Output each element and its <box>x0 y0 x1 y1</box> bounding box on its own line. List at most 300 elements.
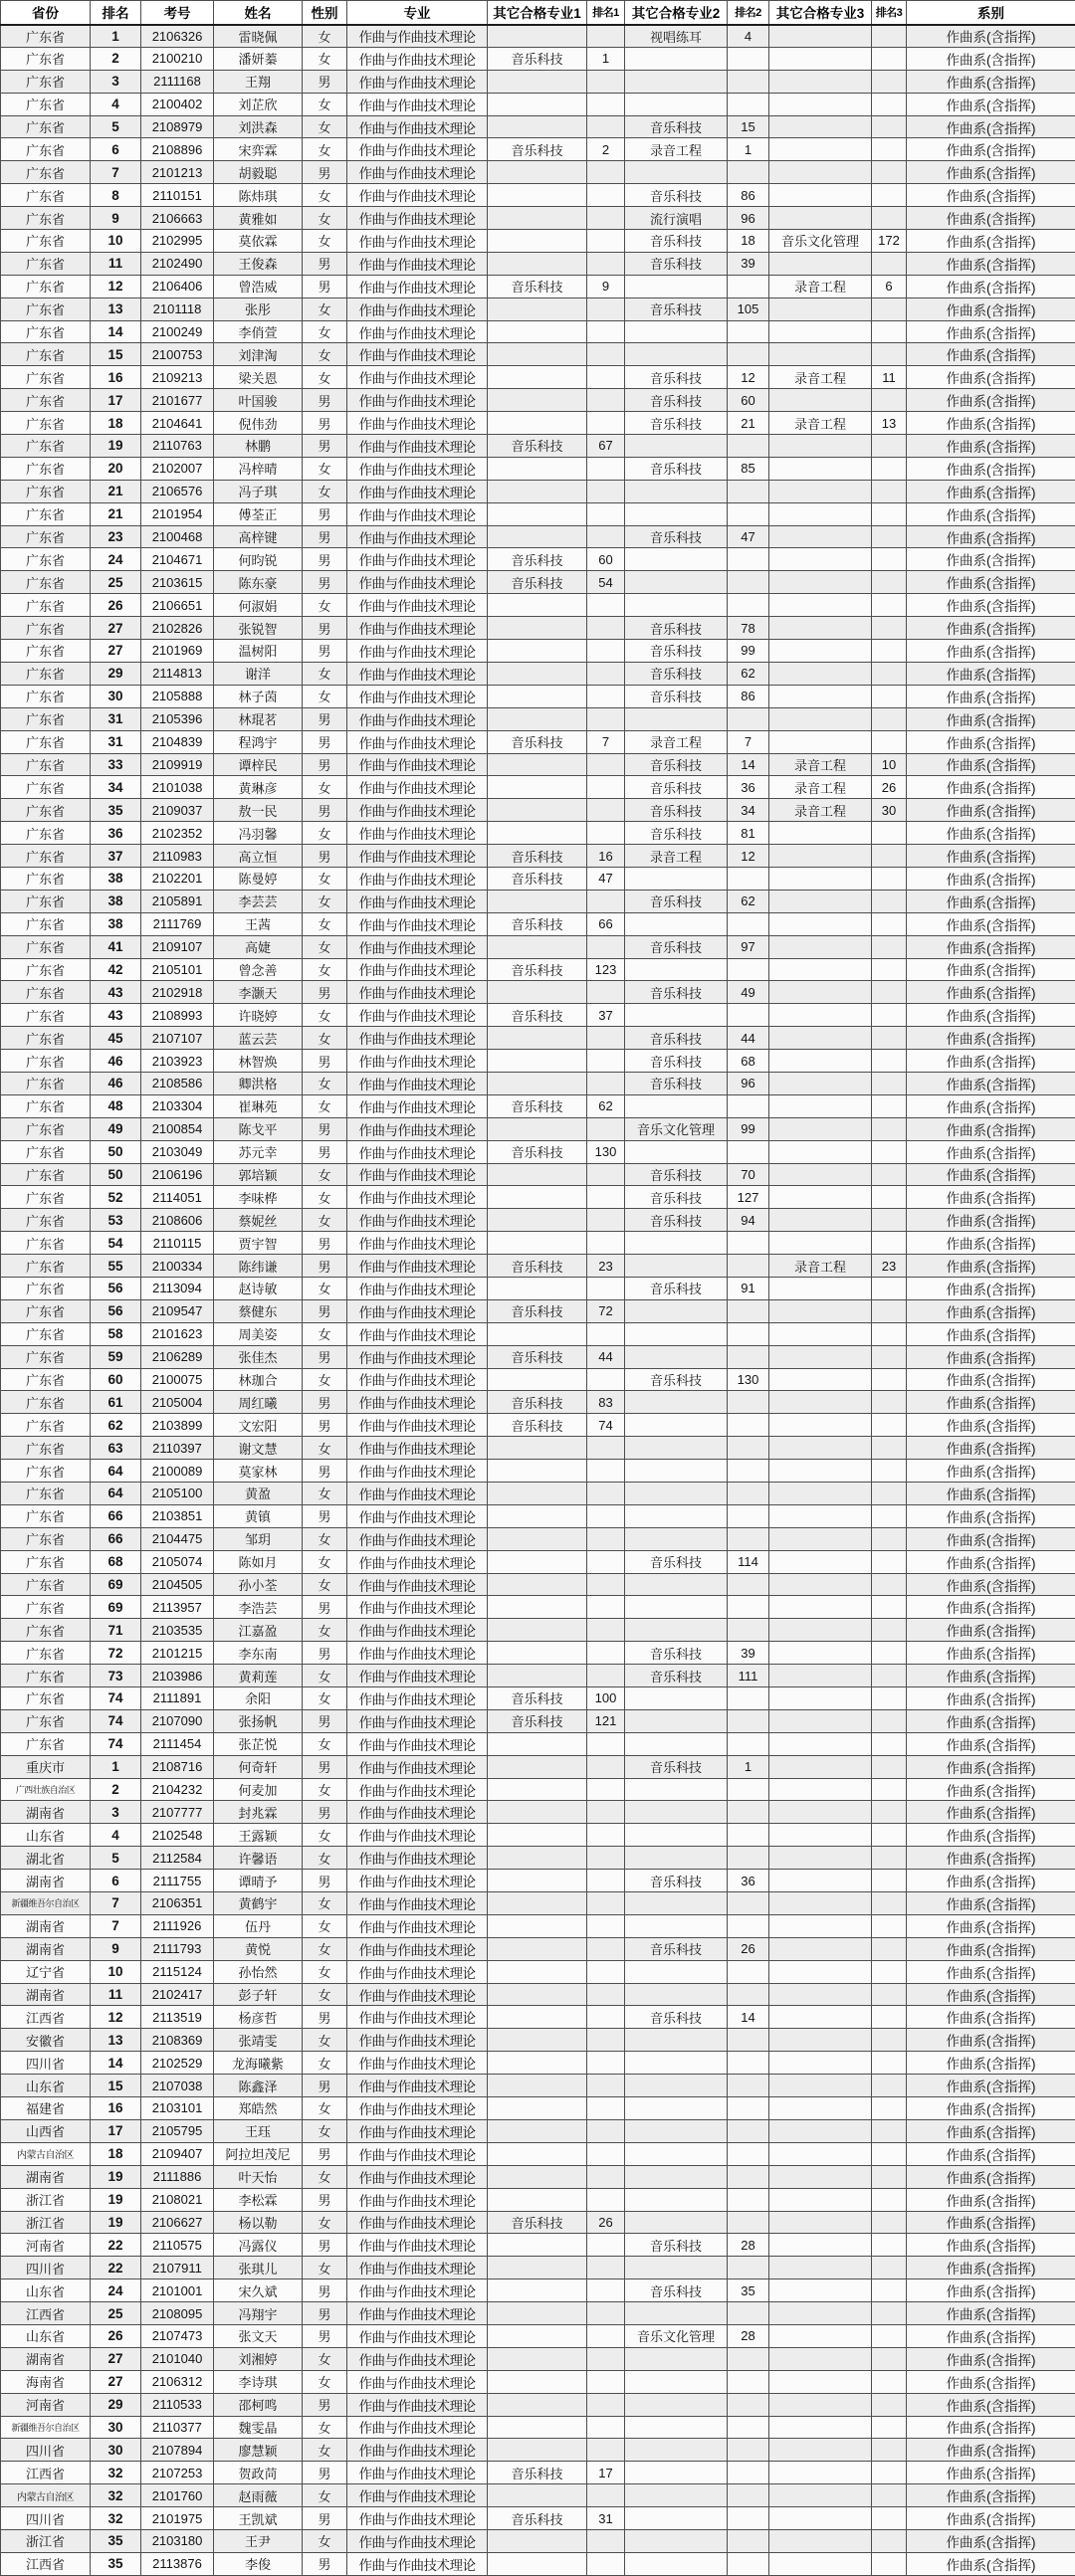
cell-rank-3 <box>872 2029 907 2052</box>
cell-rank-1 <box>587 1163 625 1186</box>
table-body <box>1 25 1075 2576</box>
cell-other-major-3 <box>769 912 872 935</box>
cell-rank-3 <box>872 1619 907 1642</box>
cell-other-major-2: 音乐科技 <box>625 1209 728 1232</box>
cell-other-major-1 <box>488 662 587 685</box>
cell-other-major-1 <box>488 2006 587 2029</box>
cell-other-major-3 <box>769 525 872 548</box>
cell-rank: 73 <box>91 1665 141 1687</box>
cell-name: 陈纬谦 <box>214 1255 303 1278</box>
table-row <box>1 343 1075 366</box>
cell-department: 作曲系(含指挥) <box>907 753 1075 776</box>
cell-other-major-1 <box>488 2234 587 2257</box>
cell-rank: 11 <box>91 1983 141 2006</box>
cell-other-major-1: 音乐科技 <box>488 47 587 70</box>
cell-gender: 男 <box>303 1299 347 1322</box>
cell-other-major-3 <box>769 958 872 981</box>
cell-name: 陈如月 <box>214 1550 303 1573</box>
cell-rank-3 <box>872 1232 907 1255</box>
cell-department: 作曲系(含指挥) <box>907 1755 1075 1778</box>
cell-rank-3 <box>872 480 907 502</box>
cell-other-major-2 <box>625 435 728 458</box>
cell-rank-3 <box>872 548 907 571</box>
cell-exam-no: 2105100 <box>141 1483 214 1505</box>
cell-rank: 64 <box>91 1460 141 1483</box>
cell-rank-2 <box>728 2211 769 2234</box>
cell-rank-3 <box>872 2119 907 2142</box>
cell-rank: 34 <box>91 776 141 799</box>
cell-other-major-1 <box>488 25 587 48</box>
cell-exam-no: 2105795 <box>141 2119 214 2142</box>
cell-rank-1: 54 <box>587 571 625 594</box>
cell-rank-2: 12 <box>728 366 769 389</box>
cell-major: 作曲与作曲技术理论 <box>347 2370 488 2393</box>
cell-other-major-2 <box>625 480 728 502</box>
cell-major: 作曲与作曲技术理论 <box>347 1004 488 1027</box>
cell-other-major-1 <box>488 480 587 502</box>
cell-rank-3 <box>872 207 907 230</box>
cell-major: 作曲与作曲技术理论 <box>347 685 488 707</box>
cell-other-major-2 <box>625 275 728 297</box>
cell-other-major-3 <box>769 1117 872 1140</box>
cell-rank-2 <box>728 2257 769 2279</box>
cell-name: 郑皓然 <box>214 2097 303 2120</box>
cell-province: 广东省 <box>1 867 91 890</box>
cell-rank-3 <box>872 640 907 663</box>
cell-name: 周红曦 <box>214 1391 303 1414</box>
cell-department: 作曲系(含指挥) <box>907 435 1075 458</box>
cell-gender: 女 <box>303 2529 347 2552</box>
cell-province: 广东省 <box>1 1299 91 1322</box>
cell-rank-1 <box>587 366 625 389</box>
cell-rank-1 <box>587 1368 625 1391</box>
cell-rank-2 <box>728 1004 769 1027</box>
cell-other-major-1 <box>488 2439 587 2462</box>
cell-rank-3 <box>872 2211 907 2234</box>
cell-rank-1: 62 <box>587 1094 625 1117</box>
cell-other-major-3 <box>769 502 872 525</box>
cell-other-major-1 <box>488 1504 587 1527</box>
header-department: 系别 <box>907 1 1075 25</box>
cell-major: 作曲与作曲技术理论 <box>347 1027 488 1050</box>
cell-gender: 女 <box>303 480 347 502</box>
cell-exam-no: 2101677 <box>141 389 214 412</box>
cell-exam-no: 2107777 <box>141 1801 214 1824</box>
cell-rank-3 <box>872 912 907 935</box>
cell-other-major-2 <box>625 867 728 890</box>
cell-exam-no: 2109547 <box>141 1299 214 1322</box>
cell-rank: 14 <box>91 320 141 343</box>
cell-rank: 3 <box>91 1801 141 1824</box>
cell-rank-1: 1 <box>587 47 625 70</box>
cell-other-major-3 <box>769 548 872 571</box>
cell-department: 作曲系(含指挥) <box>907 1460 1075 1483</box>
cell-rank-2 <box>728 571 769 594</box>
cell-other-major-2: 音乐科技 <box>625 115 728 138</box>
cell-department: 作曲系(含指挥) <box>907 935 1075 958</box>
cell-province: 内蒙古自治区 <box>1 2484 91 2507</box>
cell-exam-no: 2107253 <box>141 2462 214 2484</box>
table-row <box>1 1778 1075 1801</box>
cell-department: 作曲系(含指挥) <box>907 1345 1075 1368</box>
table-row <box>1 1163 1075 1186</box>
cell-rank: 72 <box>91 1642 141 1665</box>
cell-gender: 女 <box>303 2119 347 2142</box>
cell-other-major-3 <box>769 1937 872 1960</box>
cell-gender: 男 <box>303 1117 347 1140</box>
cell-department: 作曲系(含指挥) <box>907 2324 1075 2347</box>
cell-major: 作曲与作曲技术理论 <box>347 571 488 594</box>
cell-other-major-1 <box>488 685 587 707</box>
cell-other-major-1 <box>488 1117 587 1140</box>
cell-rank-1: 67 <box>587 435 625 458</box>
cell-rank-1: 37 <box>587 1004 625 1027</box>
cell-name: 叶国骏 <box>214 389 303 412</box>
table-row <box>1 25 1075 48</box>
cell-department: 作曲系(含指挥) <box>907 1573 1075 1596</box>
cell-other-major-2: 音乐科技 <box>625 822 728 845</box>
cell-rank-3 <box>872 1732 907 1755</box>
cell-other-major-1 <box>488 1209 587 1232</box>
cell-rank-1 <box>587 2097 625 2120</box>
cell-exam-no: 2110377 <box>141 2416 214 2439</box>
cell-name: 许馨语 <box>214 1847 303 1870</box>
cell-exam-no: 2110575 <box>141 2234 214 2257</box>
cell-other-major-1 <box>488 1914 587 1937</box>
cell-department: 作曲系(含指挥) <box>907 1004 1075 1027</box>
cell-rank-3 <box>872 1027 907 1050</box>
cell-gender: 女 <box>303 890 347 912</box>
cell-exam-no: 2104475 <box>141 1527 214 1550</box>
cell-other-major-3 <box>769 2234 872 2257</box>
cell-exam-no: 2101213 <box>141 161 214 184</box>
cell-exam-no: 2106651 <box>141 594 214 617</box>
cell-province: 广东省 <box>1 1117 91 1140</box>
cell-other-major-2 <box>625 2188 728 2211</box>
cell-rank-3 <box>872 1892 907 1915</box>
cell-other-major-1: 音乐科技 <box>488 138 587 161</box>
cell-major: 作曲与作曲技术理论 <box>347 1709 488 1732</box>
cell-major: 作曲与作曲技术理论 <box>347 867 488 890</box>
cell-rank-3 <box>872 2552 907 2575</box>
cell-gender: 男 <box>303 1504 347 1527</box>
cell-major: 作曲与作曲技术理论 <box>347 1801 488 1824</box>
cell-department: 作曲系(含指挥) <box>907 1391 1075 1414</box>
cell-other-major-1 <box>488 2484 587 2507</box>
table-row <box>1 2462 1075 2484</box>
table-row <box>1 707 1075 730</box>
cell-name: 苏元幸 <box>214 1140 303 1163</box>
cell-gender: 女 <box>303 822 347 845</box>
cell-rank-3 <box>872 252 907 275</box>
cell-rank-3 <box>872 1778 907 1801</box>
cell-exam-no: 2106326 <box>141 25 214 48</box>
cell-province: 广东省 <box>1 1573 91 1596</box>
cell-other-major-1 <box>488 707 587 730</box>
cell-gender: 男 <box>303 435 347 458</box>
cell-other-major-1 <box>488 1573 587 1596</box>
cell-major: 作曲与作曲技术理论 <box>347 457 488 480</box>
cell-gender: 男 <box>303 707 347 730</box>
table-row <box>1 685 1075 707</box>
cell-province: 河南省 <box>1 2393 91 2416</box>
cell-name: 张琪儿 <box>214 2257 303 2279</box>
cell-name: 李味桦 <box>214 1186 303 1209</box>
cell-other-major-2: 音乐科技 <box>625 457 728 480</box>
cell-other-major-1: 音乐科技 <box>488 1140 587 1163</box>
cell-other-major-3 <box>769 1892 872 1915</box>
cell-exam-no: 2100075 <box>141 1368 214 1391</box>
cell-rank-1: 23 <box>587 1255 625 1278</box>
table-row <box>1 1027 1075 1050</box>
table-row <box>1 1937 1075 1960</box>
table-row <box>1 207 1075 230</box>
cell-exam-no: 2108021 <box>141 2188 214 2211</box>
cell-rank: 19 <box>91 2188 141 2211</box>
cell-province: 广东省 <box>1 753 91 776</box>
cell-name: 王珏 <box>214 2119 303 2142</box>
cell-department: 作曲系(含指挥) <box>907 115 1075 138</box>
cell-rank: 27 <box>91 2347 141 2370</box>
cell-province: 广东省 <box>1 776 91 799</box>
cell-gender: 女 <box>303 2211 347 2234</box>
cell-exam-no: 2110763 <box>141 435 214 458</box>
cell-rank: 29 <box>91 2393 141 2416</box>
cell-other-major-2: 音乐科技 <box>625 890 728 912</box>
cell-gender: 女 <box>303 1437 347 1460</box>
cell-rank-1 <box>587 1460 625 1483</box>
cell-department: 作曲系(含指挥) <box>907 1870 1075 1892</box>
cell-rank-3: 26 <box>872 776 907 799</box>
cell-other-major-1 <box>488 161 587 184</box>
cell-other-major-2 <box>625 1345 728 1368</box>
cell-major: 作曲与作曲技术理论 <box>347 2302 488 2325</box>
cell-exam-no: 2101954 <box>141 502 214 525</box>
cell-department: 作曲系(含指挥) <box>907 1186 1075 1209</box>
cell-major: 作曲与作曲技术理论 <box>347 2484 488 2507</box>
cell-other-major-3 <box>769 890 872 912</box>
cell-province: 广东省 <box>1 730 91 753</box>
cell-major: 作曲与作曲技术理论 <box>347 1072 488 1094</box>
table-row <box>1 2006 1075 2029</box>
cell-exam-no: 2102548 <box>141 1824 214 1847</box>
cell-other-major-1 <box>488 1232 587 1255</box>
cell-gender: 女 <box>303 1186 347 1209</box>
cell-other-major-3 <box>769 1732 872 1755</box>
cell-other-major-3 <box>769 1027 872 1050</box>
cell-major: 作曲与作曲技术理论 <box>347 2097 488 2120</box>
cell-exam-no: 2100468 <box>141 525 214 548</box>
cell-gender: 女 <box>303 1277 347 1299</box>
cell-province: 广东省 <box>1 981 91 1004</box>
cell-rank: 12 <box>91 275 141 297</box>
cell-exam-no: 2108095 <box>141 2302 214 2325</box>
cell-other-major-2 <box>625 2097 728 2120</box>
cell-major: 作曲与作曲技术理论 <box>347 1573 488 1596</box>
cell-other-major-1 <box>488 1596 587 1619</box>
cell-rank-1 <box>587 685 625 707</box>
cell-rank-1 <box>587 2439 625 2462</box>
cell-rank-3 <box>872 1414 907 1437</box>
cell-name: 邵柯鸣 <box>214 2393 303 2416</box>
cell-gender: 男 <box>303 753 347 776</box>
cell-exam-no: 2100210 <box>141 47 214 70</box>
cell-name: 李东南 <box>214 1642 303 1665</box>
cell-department: 作曲系(含指挥) <box>907 2188 1075 2211</box>
cell-major: 作曲与作曲技术理论 <box>347 93 488 115</box>
cell-major: 作曲与作曲技术理论 <box>347 2279 488 2302</box>
cell-other-major-3 <box>769 1642 872 1665</box>
cell-other-major-1 <box>488 1755 587 1778</box>
cell-name: 邹玥 <box>214 1527 303 1550</box>
cell-rank: 45 <box>91 1027 141 1050</box>
cell-major: 作曲与作曲技术理论 <box>347 480 488 502</box>
cell-rank: 12 <box>91 2006 141 2029</box>
cell-province: 广东省 <box>1 1027 91 1050</box>
cell-province: 广东省 <box>1 207 91 230</box>
cell-rank: 27 <box>91 2370 141 2393</box>
table-row <box>1 1391 1075 1414</box>
cell-exam-no: 2105004 <box>141 1391 214 1414</box>
cell-major: 作曲与作曲技术理论 <box>347 2552 488 2575</box>
cell-other-major-2: 音乐科技 <box>625 366 728 389</box>
cell-other-major-1 <box>488 252 587 275</box>
cell-name: 孙小荃 <box>214 1573 303 1596</box>
cell-name: 李松霖 <box>214 2188 303 2211</box>
cell-rank-1 <box>587 1437 625 1460</box>
cell-other-major-2: 音乐科技 <box>625 1665 728 1687</box>
cell-other-major-1 <box>488 2529 587 2552</box>
cell-name: 卿洪格 <box>214 1072 303 1094</box>
cell-other-major-2: 音乐科技 <box>625 1642 728 1665</box>
table-row <box>1 2484 1075 2507</box>
cell-other-major-3 <box>769 730 872 753</box>
cell-other-major-1 <box>488 1960 587 1983</box>
table-row <box>1 1960 1075 1983</box>
cell-other-major-2 <box>625 1504 728 1527</box>
cell-rank: 29 <box>91 662 141 685</box>
cell-other-major-3 <box>769 1527 872 1550</box>
cell-rank: 25 <box>91 571 141 594</box>
cell-rank-1 <box>587 297 625 320</box>
cell-exam-no: 2106289 <box>141 1345 214 1368</box>
cell-rank: 35 <box>91 2552 141 2575</box>
table-row <box>1 1004 1075 1027</box>
cell-other-major-3 <box>769 320 872 343</box>
cell-rank: 63 <box>91 1437 141 1460</box>
cell-major: 作曲与作曲技术理论 <box>347 958 488 981</box>
cell-exam-no: 2102201 <box>141 867 214 890</box>
cell-other-major-1 <box>488 799 587 822</box>
cell-province: 湖南省 <box>1 2347 91 2370</box>
cell-gender: 男 <box>303 2507 347 2530</box>
cell-province: 四川省 <box>1 2052 91 2075</box>
cell-other-major-2 <box>625 2416 728 2439</box>
cell-gender: 男 <box>303 1140 347 1163</box>
cell-rank-1: 121 <box>587 1709 625 1732</box>
cell-other-major-1 <box>488 2324 587 2347</box>
cell-exam-no: 2101001 <box>141 2279 214 2302</box>
cell-gender: 男 <box>303 1255 347 1278</box>
cell-rank-3: 172 <box>872 230 907 253</box>
cell-rank-2: 15 <box>728 115 769 138</box>
cell-rank: 56 <box>91 1277 141 1299</box>
cell-gender: 男 <box>303 799 347 822</box>
cell-other-major-3 <box>769 2188 872 2211</box>
cell-rank-1 <box>587 935 625 958</box>
cell-rank-2 <box>728 502 769 525</box>
cell-province: 广东省 <box>1 1414 91 1437</box>
cell-exam-no: 2102918 <box>141 981 214 1004</box>
cell-province: 广东省 <box>1 230 91 253</box>
cell-province: 广东省 <box>1 1504 91 1527</box>
cell-rank-2 <box>728 320 769 343</box>
cell-gender: 女 <box>303 2165 347 2188</box>
cell-other-major-1 <box>488 207 587 230</box>
cell-other-major-1 <box>488 1801 587 1824</box>
cell-other-major-2: 音乐科技 <box>625 2006 728 2029</box>
cell-other-major-1 <box>488 1665 587 1687</box>
cell-name: 赵诗敏 <box>214 1277 303 1299</box>
cell-other-major-1 <box>488 1368 587 1391</box>
cell-major: 作曲与作曲技术理论 <box>347 275 488 297</box>
table-row <box>1 1596 1075 1619</box>
header-other-major-1: 其它合格专业1 <box>488 1 587 25</box>
cell-other-major-1: 音乐科技 <box>488 1687 587 1710</box>
cell-gender: 女 <box>303 1824 347 1847</box>
cell-province: 广东省 <box>1 275 91 297</box>
cell-rank-2: 1 <box>728 138 769 161</box>
cell-gender: 女 <box>303 1960 347 1983</box>
cell-gender: 男 <box>303 730 347 753</box>
cell-rank-1 <box>587 1937 625 1960</box>
cell-other-major-2 <box>625 2119 728 2142</box>
cell-name: 李灏天 <box>214 981 303 1004</box>
cell-rank: 11 <box>91 252 141 275</box>
cell-province: 广东省 <box>1 93 91 115</box>
cell-rank: 36 <box>91 822 141 845</box>
cell-gender: 女 <box>303 93 347 115</box>
cell-major: 作曲与作曲技术理论 <box>347 525 488 548</box>
cell-other-major-3 <box>769 184 872 207</box>
cell-province: 广东省 <box>1 184 91 207</box>
cell-department: 作曲系(含指挥) <box>907 2484 1075 2507</box>
cell-rank-1 <box>587 776 625 799</box>
cell-rank-2: 130 <box>728 1368 769 1391</box>
cell-other-major-1 <box>488 1642 587 1665</box>
cell-other-major-3 <box>769 707 872 730</box>
cell-other-major-2 <box>625 912 728 935</box>
cell-rank-2: 111 <box>728 1665 769 1687</box>
cell-rank: 7 <box>91 1892 141 1915</box>
cell-name: 黄鹤宇 <box>214 1892 303 1915</box>
cell-other-major-3 <box>769 2484 872 2507</box>
cell-rank-3 <box>872 1573 907 1596</box>
cell-exam-no: 2103923 <box>141 1050 214 1073</box>
table-row <box>1 480 1075 502</box>
cell-other-major-3: 录音工程 <box>769 275 872 297</box>
cell-other-major-3 <box>769 1960 872 1983</box>
cell-major: 作曲与作曲技术理论 <box>347 2029 488 2052</box>
cell-rank-2: 99 <box>728 640 769 663</box>
table-row <box>1 2416 1075 2439</box>
cell-other-major-2 <box>625 707 728 730</box>
cell-gender: 女 <box>303 2097 347 2120</box>
cell-rank-2: 114 <box>728 1550 769 1573</box>
cell-rank: 8 <box>91 184 141 207</box>
cell-other-major-2: 音乐科技 <box>625 1937 728 1960</box>
cell-rank: 4 <box>91 93 141 115</box>
